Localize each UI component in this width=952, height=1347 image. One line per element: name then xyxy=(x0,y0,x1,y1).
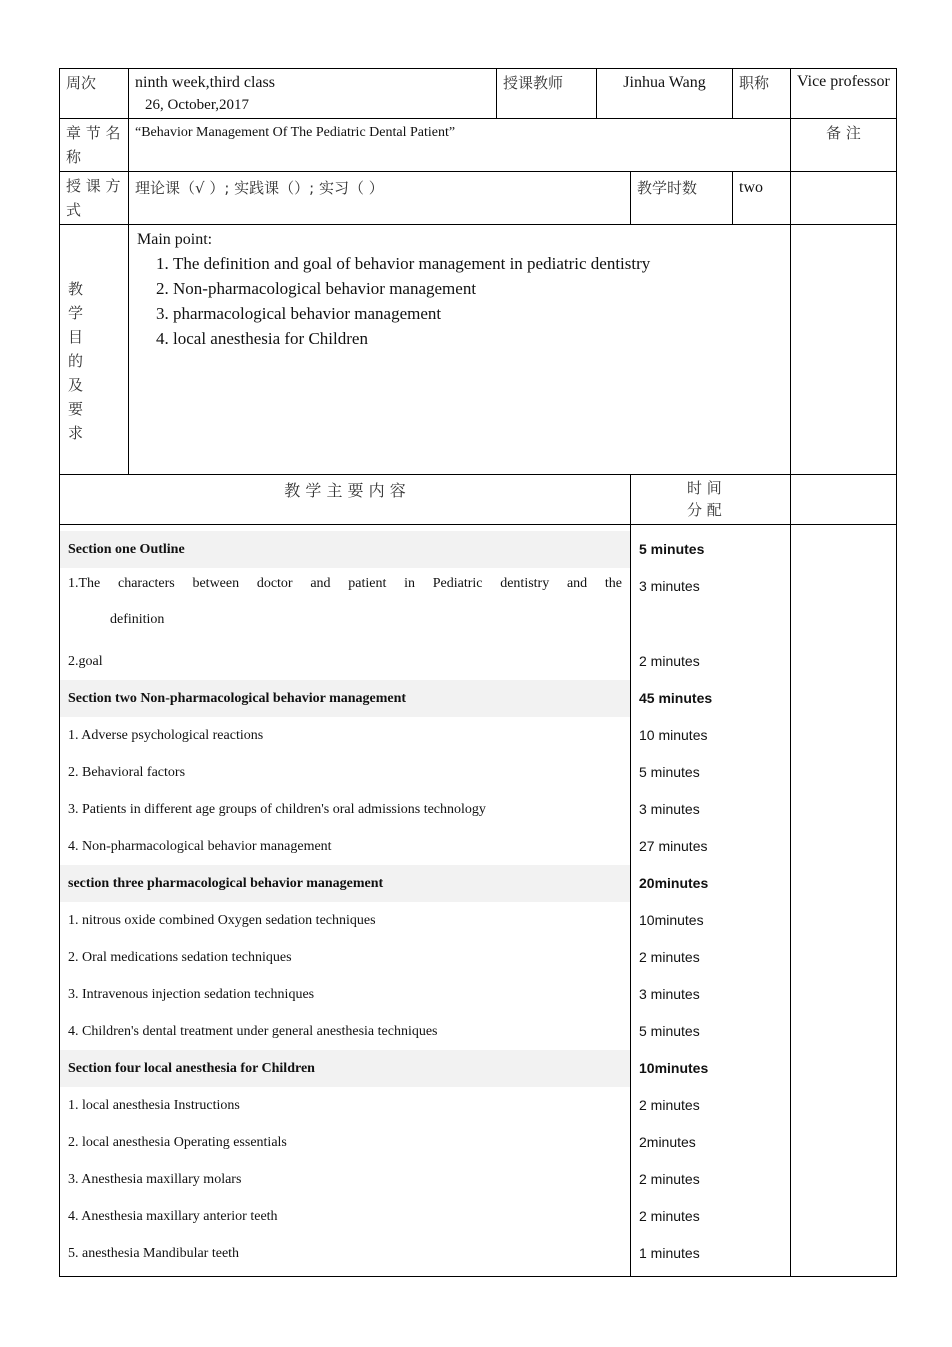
notes-cell xyxy=(791,172,897,225)
time-value: 27 minutes xyxy=(639,838,708,854)
content-item-line2: definition xyxy=(110,612,165,627)
teacher-label: 授课教师 xyxy=(497,69,597,119)
content-item: 3. Intravenous injection sedation techniques xyxy=(68,987,315,1002)
time-value: 2 minutes xyxy=(639,1171,700,1187)
notes-label: 备 注 xyxy=(791,119,897,172)
content-times xyxy=(631,531,790,1272)
section-heading: Section two Non-pharmacological behavior management xyxy=(60,680,630,717)
content-items-cell xyxy=(60,525,631,1277)
week-line1: ninth week,third class xyxy=(135,74,275,91)
header-row xyxy=(60,69,897,119)
notes-cell xyxy=(791,475,897,525)
content-times-cell xyxy=(631,525,791,1277)
content-item: 1. Adverse psychological reactions xyxy=(68,728,264,743)
objectives-content xyxy=(129,225,791,475)
content-item: 4. Non-pharmacological behavior management xyxy=(68,839,332,854)
week-value xyxy=(129,69,497,119)
time-value: 10 minutes xyxy=(639,727,708,743)
time-value: 2 minutes xyxy=(639,653,700,669)
objectives-label xyxy=(60,225,129,475)
title-label: 职称 xyxy=(733,69,791,119)
time-value: 5 minutes xyxy=(639,541,705,557)
time-value: 2 minutes xyxy=(639,949,700,965)
week-line2: 26, October,2017 xyxy=(145,97,249,113)
section-heading: Section one Outline xyxy=(60,531,630,568)
content-header-main: 教 学 主 要 内 容 xyxy=(60,475,631,525)
chapter-row xyxy=(60,119,897,172)
time-value: 10minutes xyxy=(639,1060,709,1076)
week-label: 周次 xyxy=(60,69,129,119)
time-value: 2 minutes xyxy=(639,1097,700,1113)
chapter-value: “Behavior Management Of The Pediatric Dental Patient” xyxy=(129,119,791,172)
method-label: 授 课 方 式 xyxy=(60,172,129,225)
lesson-plan-page xyxy=(59,68,896,1277)
content-header-row xyxy=(60,475,897,525)
section-heading: section three pharmacological behavior management xyxy=(60,865,630,902)
content-item: 1. nitrous oxide combined Oxygen sedation techniques xyxy=(68,913,376,928)
time-value: 2 minutes xyxy=(639,1208,700,1224)
content-item: 4. Children's dental treatment under general anesthesia techniques xyxy=(68,1024,438,1039)
objectives-label-vertical: 教 学 目 的 及 要 求 xyxy=(68,280,84,442)
time-value: 45 minutes xyxy=(639,690,713,706)
content-item: 2.goal xyxy=(68,654,103,669)
notes-cell xyxy=(791,225,897,475)
objective-item: 4. local anesthesia for Children xyxy=(173,326,782,351)
content-body-row xyxy=(60,525,897,1277)
content-item: 3. Anesthesia maxillary molars xyxy=(68,1172,242,1187)
content-items xyxy=(60,531,630,1272)
content-item: 2. Behavioral factors xyxy=(68,765,186,780)
chapter-label: 章 节 名 称 xyxy=(60,119,129,172)
time-value: 20minutes xyxy=(639,875,709,891)
objective-item: 3. pharmacological behavior management xyxy=(173,301,782,326)
objectives-heading: Main point: xyxy=(137,231,213,248)
time-value: 2minutes xyxy=(639,1134,696,1150)
method-row xyxy=(60,172,897,225)
time-value: 5 minutes xyxy=(639,764,700,780)
notes-cell xyxy=(791,525,897,1277)
objectives-row xyxy=(60,225,897,475)
time-value: 3 minutes xyxy=(639,578,700,594)
content-item: 2. local anesthesia Operating essentials xyxy=(68,1135,287,1150)
objective-item: 1. The definition and goal of behavior management in pediatric dentistry xyxy=(173,251,782,276)
hours-value: two xyxy=(733,172,791,225)
content-item: 2. Oral medications sedation techniques xyxy=(68,950,292,965)
lesson-plan-table xyxy=(59,68,897,1277)
time-value: 5 minutes xyxy=(639,1023,700,1039)
objective-item: 2. Non-pharmacological behavior management xyxy=(173,276,782,301)
method-value: 理论课（√ ）; 实践课（）; 实习（ ） xyxy=(129,172,631,225)
objectives-list xyxy=(137,251,782,351)
time-value: 1 minutes xyxy=(639,1245,700,1261)
time-header: 时 间 分 配 xyxy=(631,475,791,525)
title-value: Vice professor xyxy=(791,69,897,119)
time-value: 3 minutes xyxy=(639,986,700,1002)
content-item: 4. Anesthesia maxillary anterior teeth xyxy=(68,1209,278,1224)
content-item: 3. Patients in different age groups of children's oral admissions technology xyxy=(68,802,486,817)
content-item: 5. anesthesia Mandibular teeth xyxy=(68,1246,240,1261)
content-item xyxy=(60,568,630,643)
hours-label: 教学时数 xyxy=(631,172,733,225)
time-value: 3 minutes xyxy=(639,801,700,817)
content-item: 1. local anesthesia Instructions xyxy=(68,1098,240,1113)
content-item-line1: 1.The characters between doctor and patient in Pediatric dentistry and the xyxy=(68,576,622,591)
section-heading: Section four local anesthesia for Children xyxy=(60,1050,630,1087)
teacher-value: Jinhua Wang xyxy=(597,69,733,119)
time-value: 10minutes xyxy=(639,912,704,928)
